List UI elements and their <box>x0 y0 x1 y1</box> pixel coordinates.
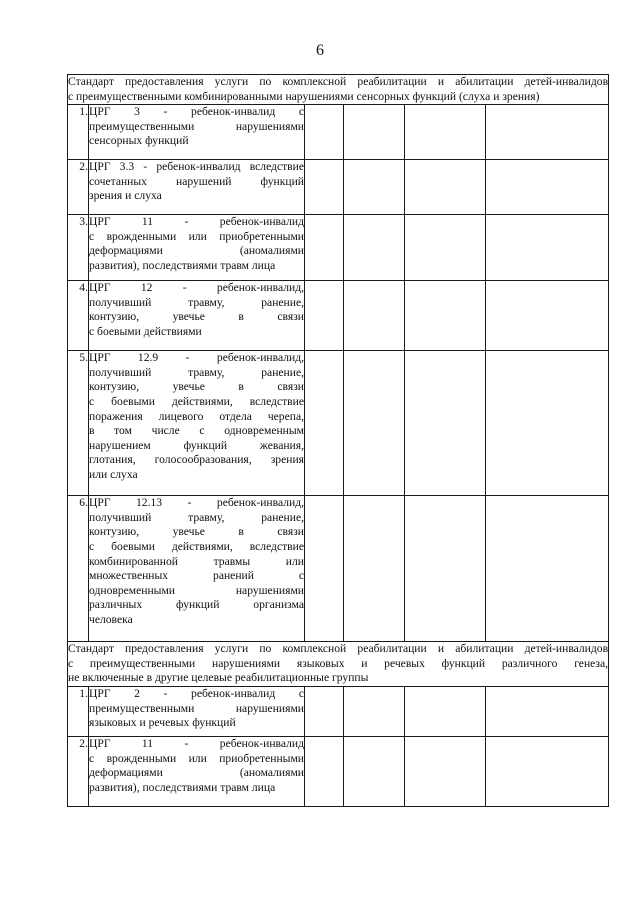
description-line: или слуха <box>89 467 138 481</box>
description-line: ЦРГ 11 - ребенок-инвалид <box>89 215 304 229</box>
empty-cell <box>486 351 609 496</box>
empty-cell <box>344 215 405 281</box>
empty-cell <box>344 736 405 806</box>
empty-cell <box>305 215 344 281</box>
empty-cell <box>344 496 405 642</box>
empty-cell <box>405 736 486 806</box>
description-line: получивший травму, ранение, <box>89 510 304 524</box>
empty-cell <box>305 351 344 496</box>
description-line: языковых и речевых функций <box>89 716 236 730</box>
description-line: сенсорных функций <box>89 134 189 148</box>
empty-cell <box>405 281 486 351</box>
section-title-line: не включенные в другие целевые реабилитационные группы <box>68 671 369 685</box>
description-line: преимущественными нарушениями <box>89 119 304 133</box>
description-line: ЦРГ 3.3 - ребенок-инвалид вследствие <box>89 160 304 174</box>
row-description <box>89 736 305 806</box>
description-line: получивший травму, ранение, <box>89 365 304 379</box>
empty-cell <box>344 281 405 351</box>
empty-cell <box>486 215 609 281</box>
empty-cell <box>344 105 405 160</box>
description-line: одновременными нарушениями <box>89 583 304 597</box>
description-line: ЦРГ 11 - ребенок-инвалид <box>89 736 304 750</box>
empty-cell <box>405 105 486 160</box>
description-line: в том числе с одновременным <box>89 424 304 438</box>
table-row <box>68 105 609 160</box>
description-line: контузию, увечье в связи <box>89 525 304 539</box>
description-line: контузию, увечье в связи <box>89 310 304 324</box>
empty-cell <box>486 281 609 351</box>
description-line: различных функций организма <box>89 598 304 612</box>
description-line: комбинированной травмы или <box>89 554 304 568</box>
empty-cell <box>305 686 344 736</box>
empty-cell <box>305 736 344 806</box>
row-description <box>89 496 305 642</box>
empty-cell <box>486 105 609 160</box>
empty-cell <box>305 281 344 351</box>
description-line: поражения лицевого отдела черепа, <box>89 409 304 423</box>
row-number: 6. <box>68 496 89 642</box>
empty-cell <box>305 105 344 160</box>
description-line: глотания, голосообразования, зрения <box>89 453 304 467</box>
description-line: получивший травму, ранение, <box>89 295 304 309</box>
description-line: с боевыми действиями, вследствие <box>89 394 304 408</box>
description-line: ЦРГ 12.13 - ребенок-инвалид, <box>89 496 304 510</box>
table-row <box>68 496 609 642</box>
description-line: деформациями (аномалиями <box>89 766 304 780</box>
row-description <box>89 105 305 160</box>
row-number: 1. <box>68 686 89 736</box>
description-line: сочетанных нарушений функций <box>89 174 304 188</box>
empty-cell <box>486 736 609 806</box>
empty-cell <box>405 160 486 215</box>
empty-cell <box>405 496 486 642</box>
description-line: развития), последствиями травм лица <box>89 258 276 272</box>
description-line: ЦРГ 3 - ребенок-инвалид с <box>89 105 304 119</box>
description-line: множественных ранений с <box>89 569 304 583</box>
empty-cell <box>344 686 405 736</box>
empty-cell <box>305 496 344 642</box>
table-row <box>68 215 609 281</box>
table-row <box>68 160 609 215</box>
empty-cell <box>344 351 405 496</box>
empty-cell <box>486 160 609 215</box>
description-line: с боевыми действиями <box>89 324 202 338</box>
empty-cell <box>305 160 344 215</box>
description-line: контузию, увечье в связи <box>89 380 304 394</box>
description-line: с врожденными или приобретенными <box>89 229 304 243</box>
row-number: 1. <box>68 105 89 160</box>
row-description <box>89 160 305 215</box>
row-number: 5. <box>68 351 89 496</box>
description-line: ЦРГ 2 - ребенок-инвалид с <box>89 686 304 700</box>
section-title-line: Стандарт предоставления услуги по комплексной реабилитации и абилитации детей-инвалидов <box>68 75 609 88</box>
description-line: с врожденными или приобретенными <box>89 751 304 765</box>
section-title <box>68 642 609 687</box>
description-line: преимущественными нарушениями <box>89 701 304 715</box>
page-number: 6 <box>316 42 324 59</box>
description-line: ЦРГ 12 - ребенок-инвалид, <box>89 281 304 295</box>
section-title-line: Стандарт предоставления услуги по комплексной реабилитации и абилитации детей-инвалидов <box>68 642 609 656</box>
empty-cell <box>405 686 486 736</box>
row-number: 2. <box>68 736 89 806</box>
row-description <box>89 215 305 281</box>
section-title-line: с преимущественными комбинированными нарушениями сенсорных функций (слуха и зрения) <box>68 89 540 103</box>
row-number: 4. <box>68 281 89 351</box>
empty-cell <box>486 496 609 642</box>
empty-cell <box>486 686 609 736</box>
description-line: развития), последствиями травм лица <box>89 780 276 794</box>
description-line: ЦРГ 12.9 - ребенок-инвалид, <box>89 351 304 365</box>
row-description <box>89 686 305 736</box>
standards-table <box>67 74 609 807</box>
description-line: с боевыми действиями, вследствие <box>89 539 304 553</box>
row-description <box>89 281 305 351</box>
description-line: человека <box>89 612 133 626</box>
row-number: 2. <box>68 160 89 215</box>
empty-cell <box>344 160 405 215</box>
empty-cell <box>405 215 486 281</box>
empty-cell <box>405 351 486 496</box>
table-row <box>68 351 609 496</box>
table-row <box>68 686 609 736</box>
table-row <box>68 736 609 806</box>
section-title-line: с преимущественными нарушениями языковых и речевых функций различного генеза, <box>68 656 609 670</box>
row-description <box>89 351 305 496</box>
description-line: деформациями (аномалиями <box>89 244 304 258</box>
description-line: нарушением функций жевания, <box>89 438 304 452</box>
row-number: 3. <box>68 215 89 281</box>
table-row <box>68 281 609 351</box>
description-line: зрения и слуха <box>89 189 162 203</box>
section-title <box>68 75 609 105</box>
